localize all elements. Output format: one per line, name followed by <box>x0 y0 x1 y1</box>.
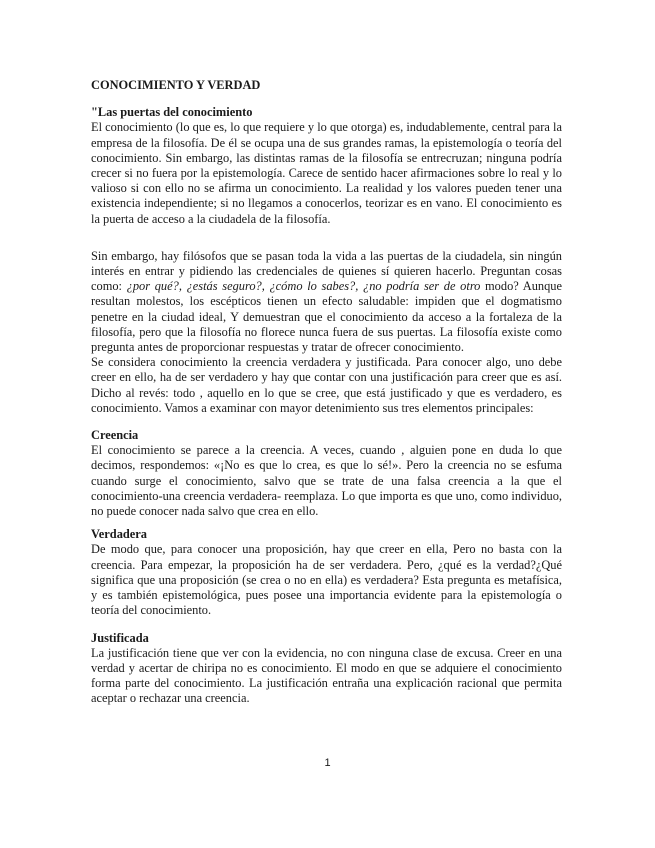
section-heading-puertas: "Las puertas del conocimiento <box>91 105 253 120</box>
document-title: CONOCIMIENTO Y VERDAD <box>91 78 261 92</box>
section-heading-creencia: Creencia <box>91 428 139 443</box>
paragraph-intro: El conocimiento (lo que es, lo que requiere y lo que otorga) es, indudablemente, central para la empresa de la filosofía. De él se ocupa una de sus grandes ramas, la epistemología o teoría del conocimiento. Sin embargo, las distintas ramas de la filosofía se entrecruzan; ninguna podría crecer si no fuera por la epistemología. Carece de sentido hacer afirmaciones sobre lo real y lo valioso si con ello no se afirma un conocimiento. La realidad y los valores pueden tener una existencia independiente; si no llegamos a conocerlos, teorizar es en vano. El conocimiento es la puerta de acceso a la ciudadela de la filosofía. <box>91 120 562 226</box>
section-spacer <box>91 416 562 428</box>
paragraph-verdadera: De modo que, para conocer una proposición, hay que creer en ella, Pero no basta con la creencia. Para empezar, la proposición ha de ser verdadera. Pero, ¿qué es la verdad?¿Qué significa que una proposición (se crea o no en ella) es verdadera? Esta pregunta es metafísica, y es también epistemológica, pues posee una importancia evidente para la epistemología o teoría del conocimiento. <box>91 542 562 618</box>
section-spacer <box>91 519 562 527</box>
section-heading-verdadera: Verdadera <box>91 527 147 542</box>
paragraph-skeptics-text-2: modo? Aunque resultan molestos, los escépticos tienen un efecto saludable: impiden que el dogmatismo penetre en la ciudad ideal, Y demuestran que el conocimiento da acceso a la fortaleza de la filosofía, pero que la filosofía no florece nunca fuera de sus puertas. La filosofía existe como pregunta antes de proporcionar respuestas y tratar de ofrecer conocimiento. <box>91 279 562 355</box>
paragraph-spacer <box>91 227 562 249</box>
paragraph-skeptics-text-1: Sin embargo, hay filósofos que se pasan toda la vida a las puertas de la ciudadela, sin ningún interés en entrar y pidiendo las credenciales de quienes sí quieren hacerlo. Preguntan cosas como: <box>91 248 562 294</box>
paragraph-skeptics <box>91 249 562 355</box>
paragraph-definition: Se considera conocimiento la creencia verdadera y justificada. Para conocer algo, uno debe creer en ello, ha de ser verdadero y hay que contar con una justificación para creer que es así. Dicho al revés: todo , aquello en lo que se cree, que está justificado y que es verdadero, es conocimiento. Vamos a examinar con mayor detenimiento sus tres elementos principales: <box>91 355 562 415</box>
document-body <box>91 78 562 707</box>
section-spacer <box>91 619 562 631</box>
paragraph-creencia: El conocimiento se parece a la creencia. A veces, cuando , alguien pone en duda lo que decimos, respondemos: «¡No es que lo crea, es que lo sé!». Pero la creencia no se esfuma cuando surge el conocimiento, salvo que se trate de una falsa creencia a la que el conocimiento-una creencia verdadera- reemplaza. Lo que importa es que uno, como individuo, no puede conocer nada salvo que crea en ello. <box>91 443 562 519</box>
section-heading-justificada: Justificada <box>91 630 149 645</box>
page-number: 1 <box>324 757 331 769</box>
paragraph-justificada: La justificación tiene que ver con la evidencia, no con ninguna clase de excusa. Creer en una verdad y acertar de chiripa no es conocimiento. El modo en que se adquiere el conocimiento forma parte del conocimiento. La justificación entraña una explicación racional que permita aceptar o rechazar una creencia. <box>91 645 562 706</box>
paragraph-skeptics-questions: ¿por qué?, ¿estás seguro?, ¿cómo lo sabes?, ¿no podría ser de otro <box>126 279 481 294</box>
